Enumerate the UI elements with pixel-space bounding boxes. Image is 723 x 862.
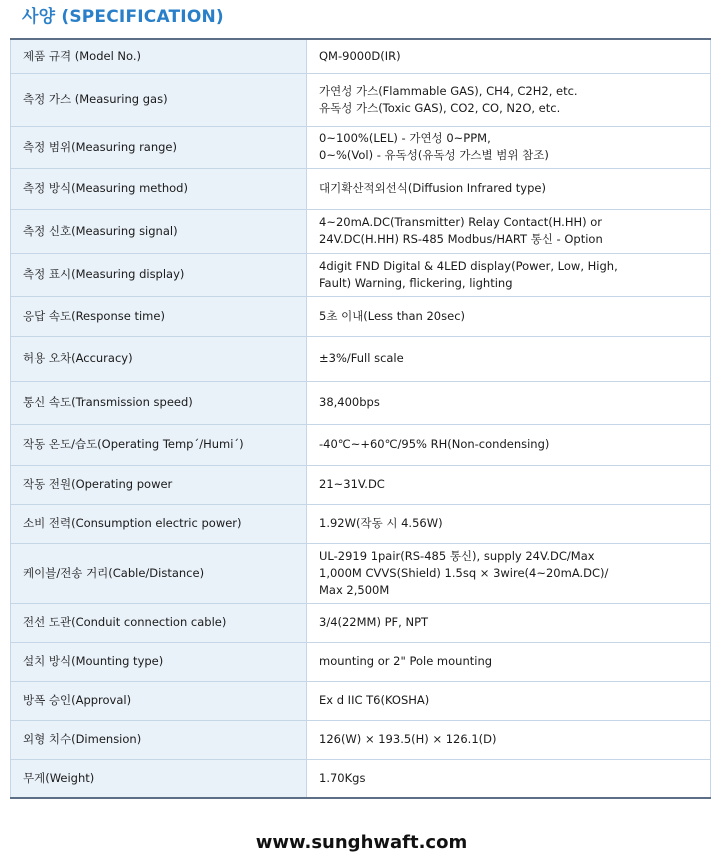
table-row [11,253,711,296]
table-row [11,39,711,73]
spec-value: 대기확산적외선식(Diffusion Infrared type) [307,168,711,209]
spec-label: 측정 표시(Measuring display) [11,253,307,296]
spec-value: 5초 이내(Less than 20sec) [307,296,711,336]
spec-value: QM-9000D(IR) [307,39,711,73]
table-row [11,642,711,681]
table-row [11,504,711,543]
spec-label: 측정 방식(Measuring method) [11,168,307,209]
table-row [11,465,711,504]
spec-value [307,209,711,253]
spec-label: 작동 온도/습도(Operating Temp´/Humi´) [11,424,307,465]
page-title: 사양 (SPECIFICATION) [22,7,224,27]
spec-value: -40℃~+60℃/95% RH(Non-condensing) [307,424,711,465]
table-row [11,720,711,759]
spec-value: 1.92W(작동 시 4.56W) [307,504,711,543]
footer-website: www.sunghwaft.com [255,832,468,853]
spec-label: 작동 전원(Operating power [11,465,307,504]
spec-label: 허용 오차(Accuracy) [11,336,307,381]
table-row [11,424,711,465]
spec-value: 3/4(22MM) PF, NPT [307,603,711,642]
table-row [11,73,711,126]
table-row [11,603,711,642]
table-row [11,381,711,424]
spec-label: 방폭 승인(Approval) [11,681,307,720]
spec-label: 설치 방식(Mounting type) [11,642,307,681]
spec-value [307,543,711,603]
table-row [11,681,711,720]
spec-value-line: 4~20mA.DC(Transmitter) Relay Contact(H.HH) or 24V.DC(H.HH) RS-485 Modbus/HART 통신 - Option [319,215,603,246]
spec-table [10,38,711,799]
spec-value: ±3%/Full scale [307,336,711,381]
spec-label: 통신 속도(Transmission speed) [11,381,307,424]
table-row [11,296,711,336]
spec-label: 전선 도관(Conduit connection cable) [11,603,307,642]
spec-value: 38,400bps [307,381,711,424]
spec-value-line: UL-2919 1pair(RS-485 통신), supply 24V.DC/Max 1,000M CVVS(Shield) 1.5sq × 3wire(4~20mA.DC)/ Max 2,500M [319,548,609,597]
spec-value: Ex d IIC T6(KOSHA) [307,681,711,720]
spec-value-line: 4digit FND Digital & 4LED display(Power, Low, High, Fault) Warning, flickering, lighting [319,258,618,290]
spec-label: 무게(Weight) [11,759,307,798]
spec-value [307,253,711,296]
spec-value-line: 0~100%(LEL) - 가연성 0~PPM, 0~%(Vol) - 유독성(유독성 가스별 범위 참조) [319,131,549,162]
spec-value: 1.70Kgs [307,759,711,798]
table-row [11,543,711,603]
spec-label: 측정 범위(Measuring range) [11,126,307,168]
table-row [11,168,711,209]
spec-value: mounting or 2" Pole mounting [307,642,711,681]
spec-label: 소비 전력(Consumption electric power) [11,504,307,543]
spec-label: 케이블/전송 거리(Cable/Distance) [11,543,307,603]
spec-value [307,126,711,168]
spec-value: 21~31V.DC [307,465,711,504]
table-row [11,209,711,253]
spec-label: 외형 치수(Dimension) [11,720,307,759]
table-row [11,759,711,798]
spec-label: 측정 신호(Measuring signal) [11,209,307,253]
table-row [11,336,711,381]
spec-value: 126(W) × 193.5(H) × 126.1(D) [307,720,711,759]
spec-value [307,73,711,126]
table-row [11,126,711,168]
spec-label: 응답 속도(Response time) [11,296,307,336]
spec-label: 제품 규격 (Model No.) [11,39,307,73]
spec-value-line: 가연성 가스(Flammable GAS), CH4, C2H2, etc. 유독성 가스(Toxic GAS), CO2, CO, N2O, etc. [319,83,578,115]
spec-label: 측정 가스 (Measuring gas) [11,73,307,126]
